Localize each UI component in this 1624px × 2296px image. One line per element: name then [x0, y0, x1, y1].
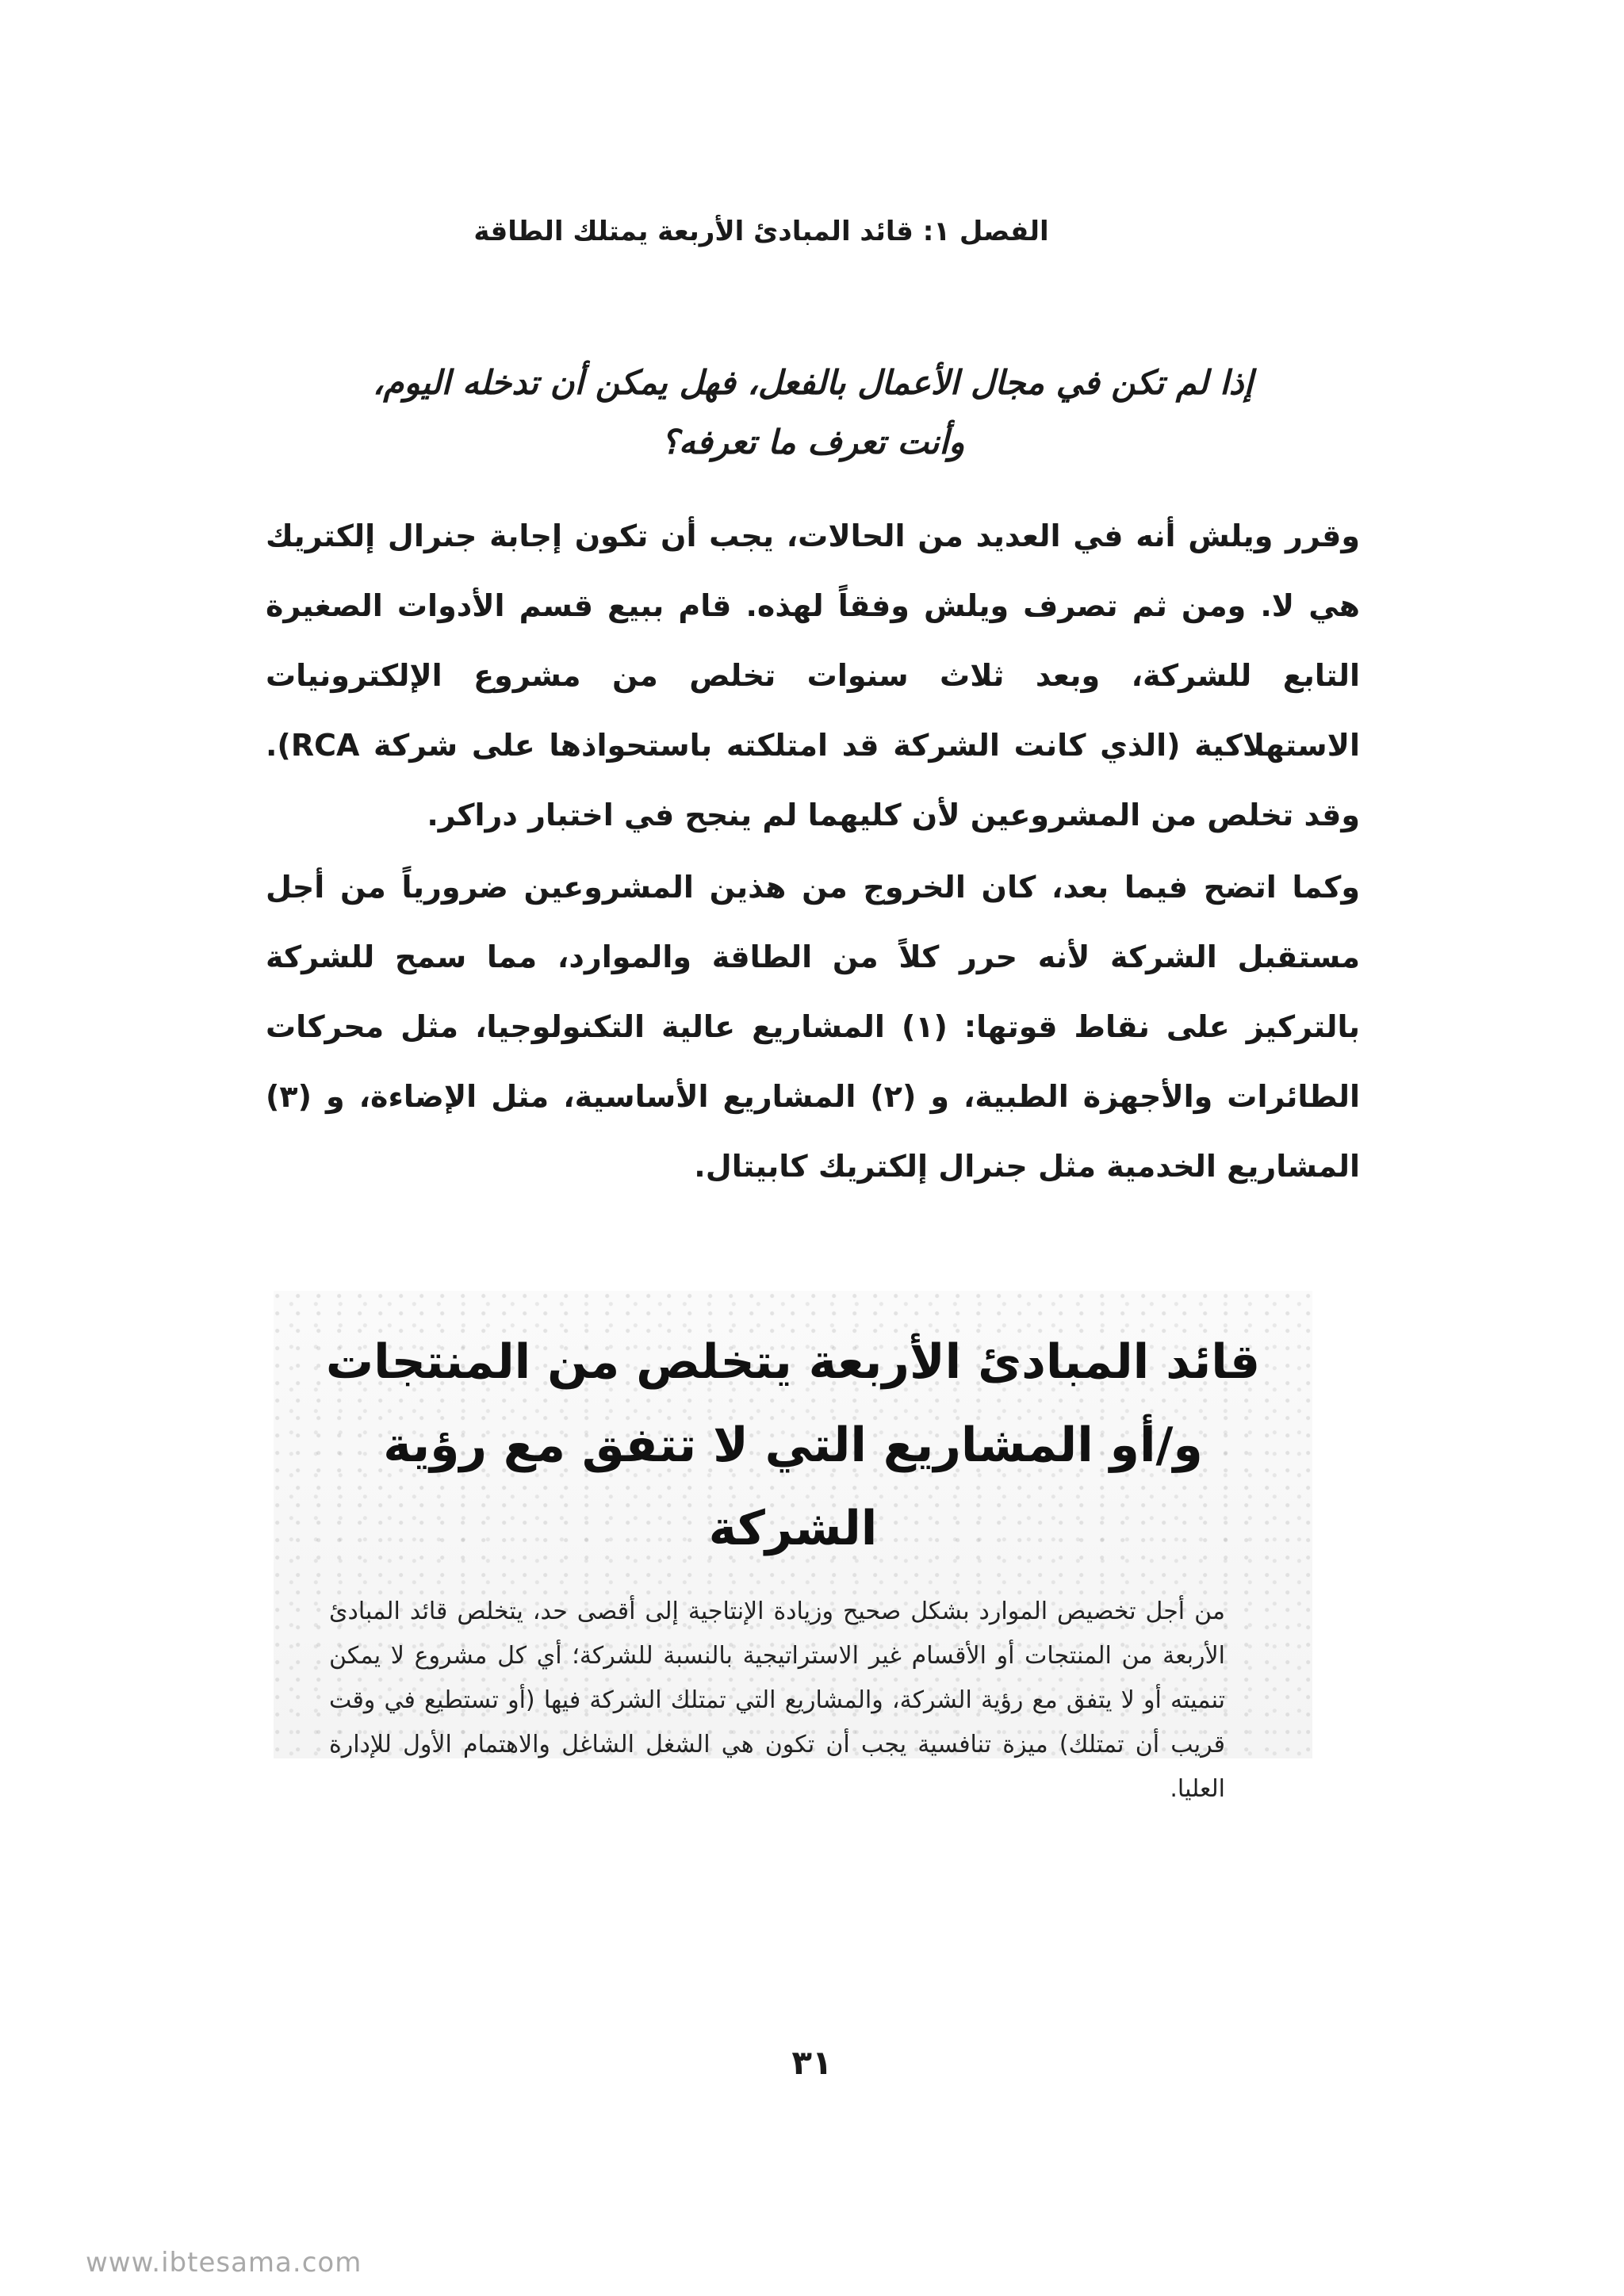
- callout-title-line-2: و/أو المشاريع التي لا تتفق مع رؤية الشركة: [383, 1418, 1203, 1556]
- quote-line-2: وأنت تعرف ما تعرفه؟: [661, 423, 965, 461]
- callout-title-line-1: قائد المبادئ الأربعة يتخلص من المنتجات: [325, 1334, 1261, 1390]
- site-watermark: www.ibtesama.com: [86, 2247, 362, 2279]
- page-number: ٣١: [791, 2043, 833, 2082]
- callout-text: من أجل تخصيص الموارد بشكل صحيح وزيادة الإنتاجية إلى أقصى حد، يتخلص قائد المبادئ الأربعة من المنتجات أو الأقسام غير الاستراتيجية بالنسبة للشركة؛ أي كل مشروع لا يمكن تنميته أو لا يتفق مع رؤية الشركة، والمشاريع التي تمتلك الشركة فيها (أو تستطيع في وقت قريب أن تمتلك) ميزة تنافسية يجب أن تكون هي الشغل الشاغل والاهتمام الأول للإدارة العليا.: [329, 1598, 1225, 1803]
- running-header: الفصل ١: قائد المبادئ الأربعة يمتلك الطاقة: [473, 216, 1049, 247]
- quote-line-1: إذا لم تكن في مجال الأعمال بالفعل، فهل يمكن أن تدخله اليوم،: [372, 363, 1254, 402]
- callout-box: [274, 1291, 1312, 1803]
- callout-title: [274, 1291, 1312, 1571]
- body-paragraph-2: وكما اتضح فيما بعد، كان الخروج من هذين المشروعين ضرورياً من أجل مستقبل الشركة لأنه حرر كلاً من الطاقة والموارد، مما سمح للشركة بالتركيز على نقاط قوتها: (١) المشاريع عالية التكنولوجيا، مثل محركات الطائرات والأجهزة الطبية، و (٢) المشاريع الأساسية، مثل الإضاءة، و (٣) المشاريع الخدمية مثل جنرال إلكتريك كابيتال.: [266, 870, 1360, 1184]
- body-paragraph-1: وقرر ويلش أنه في العديد من الحالات، يجب أن تكون إجابة جنرال إلكتريك هي لا. ومن ثم تصرف ويلش وفقاً لهذه. قام ببيع قسم الأدوات الصغيرة التابع للشركة، وبعد ثلاث سنوات تخلص من مشروع الإلكترونيات الاستهلاكية (الذي كانت الشركة قد امتلكته باستحواذها على شركة RCA). وقد تخلص من المشروعين لأن كليهما لم ينجح في اختبار دراكر.: [266, 519, 1360, 832]
- pull-quote: [341, 353, 1285, 472]
